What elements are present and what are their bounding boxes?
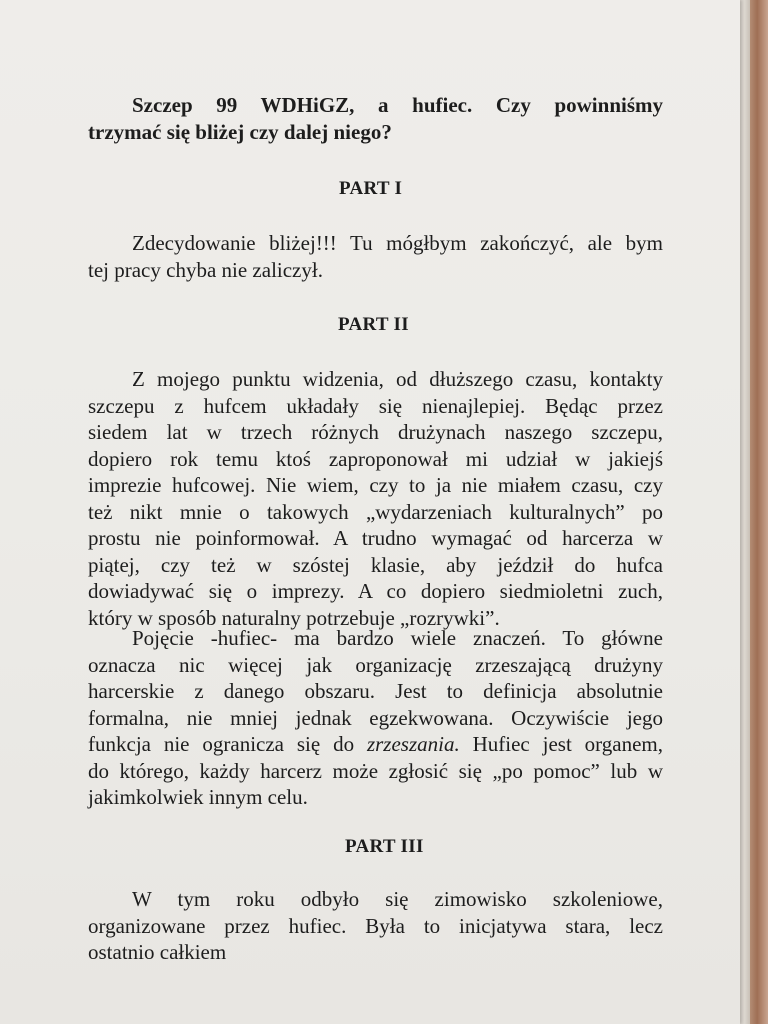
text-run: Hufiec jest organem,	[459, 732, 663, 756]
text-line: ostatnio całkiem	[88, 940, 227, 964]
italic-term: zrzeszania.	[366, 732, 460, 756]
text-line: dowiadywać się o imprezy. A co dopiero siedmioletni zuch,	[88, 579, 663, 603]
text-line-with-italic	[88, 731, 663, 758]
text-run: funkcja nie ogranicza się do	[88, 732, 367, 756]
text-line: dopiero rok temu ktoś zaproponował mi udział w jakiejś	[88, 446, 663, 471]
paragraph-part-3	[88, 886, 663, 966]
text-line: W tym roku odbyło się zimowisko szkoleniowe,	[132, 887, 663, 911]
text-line: który w sposób naturalny potrzebuje „rozrywki”.	[88, 605, 500, 630]
text-line: tej pracy chyba nie zaliczył.	[88, 257, 323, 282]
text-line: do którego, każdy harcerz może zgłosić się „po pomoc” lub w	[88, 758, 663, 783]
text-line: siedem lat w trzech różnych drużynach naszego szczepu,	[88, 420, 663, 444]
document-title	[88, 92, 663, 146]
text-line: oznacza nic więcej jak organizację zrzeszającą drużyny	[88, 652, 663, 677]
section-heading-part-3: PART III	[345, 836, 424, 857]
text-line: harcerskie z danego obszaru. Jest to definicja absolutnie	[88, 679, 663, 703]
paragraph-part-2-second	[88, 625, 663, 811]
section-heading-part-2: PART II	[338, 314, 409, 335]
paragraph-part-2-first	[88, 366, 663, 631]
binder-edge	[750, 0, 768, 1024]
text-line: prostu nie poinformował. A trudno wymagać od harcerza w	[88, 526, 663, 550]
text-line: jakimkolwiek innym celu.	[88, 785, 308, 809]
title-line: trzymać się bliżej czy dalej niego?	[88, 120, 392, 144]
text-line: Z mojego punktu widzenia, od dłuższego czasu, kontakty	[132, 367, 663, 391]
section-heading-part-1: PART I	[339, 178, 403, 199]
text-line: Zdecydowanie bliżej!!! Tu mógłbym zakończyć, ale bym	[132, 231, 663, 255]
text-line: organizowane przez hufiec. Była to inicjatywa stara, lecz	[88, 913, 663, 938]
text-line: piątej, czy też w szóstej klasie, aby jeździł do hufca	[88, 552, 663, 577]
text-line: formalna, nie mniej jednak egzekwowana. Oczywiście jego	[88, 705, 663, 730]
text-line: szczepu z hufcem układały się nienajlepiej. Będąc przez	[88, 393, 663, 418]
text-line: Pojęcie -hufiec- ma bardzo wiele znaczeń. To główne	[132, 626, 663, 650]
text-line: też nikt mnie o takowych „wydarzeniach kulturalnych” po	[88, 499, 663, 524]
text-line: imprezie hufcowej. Nie wiem, czy to ja nie miałem czasu, czy	[88, 473, 663, 497]
paragraph-part-1	[88, 230, 663, 283]
title-line: Szczep 99 WDHiGZ, a hufiec. Czy powinniśmy	[132, 93, 663, 117]
